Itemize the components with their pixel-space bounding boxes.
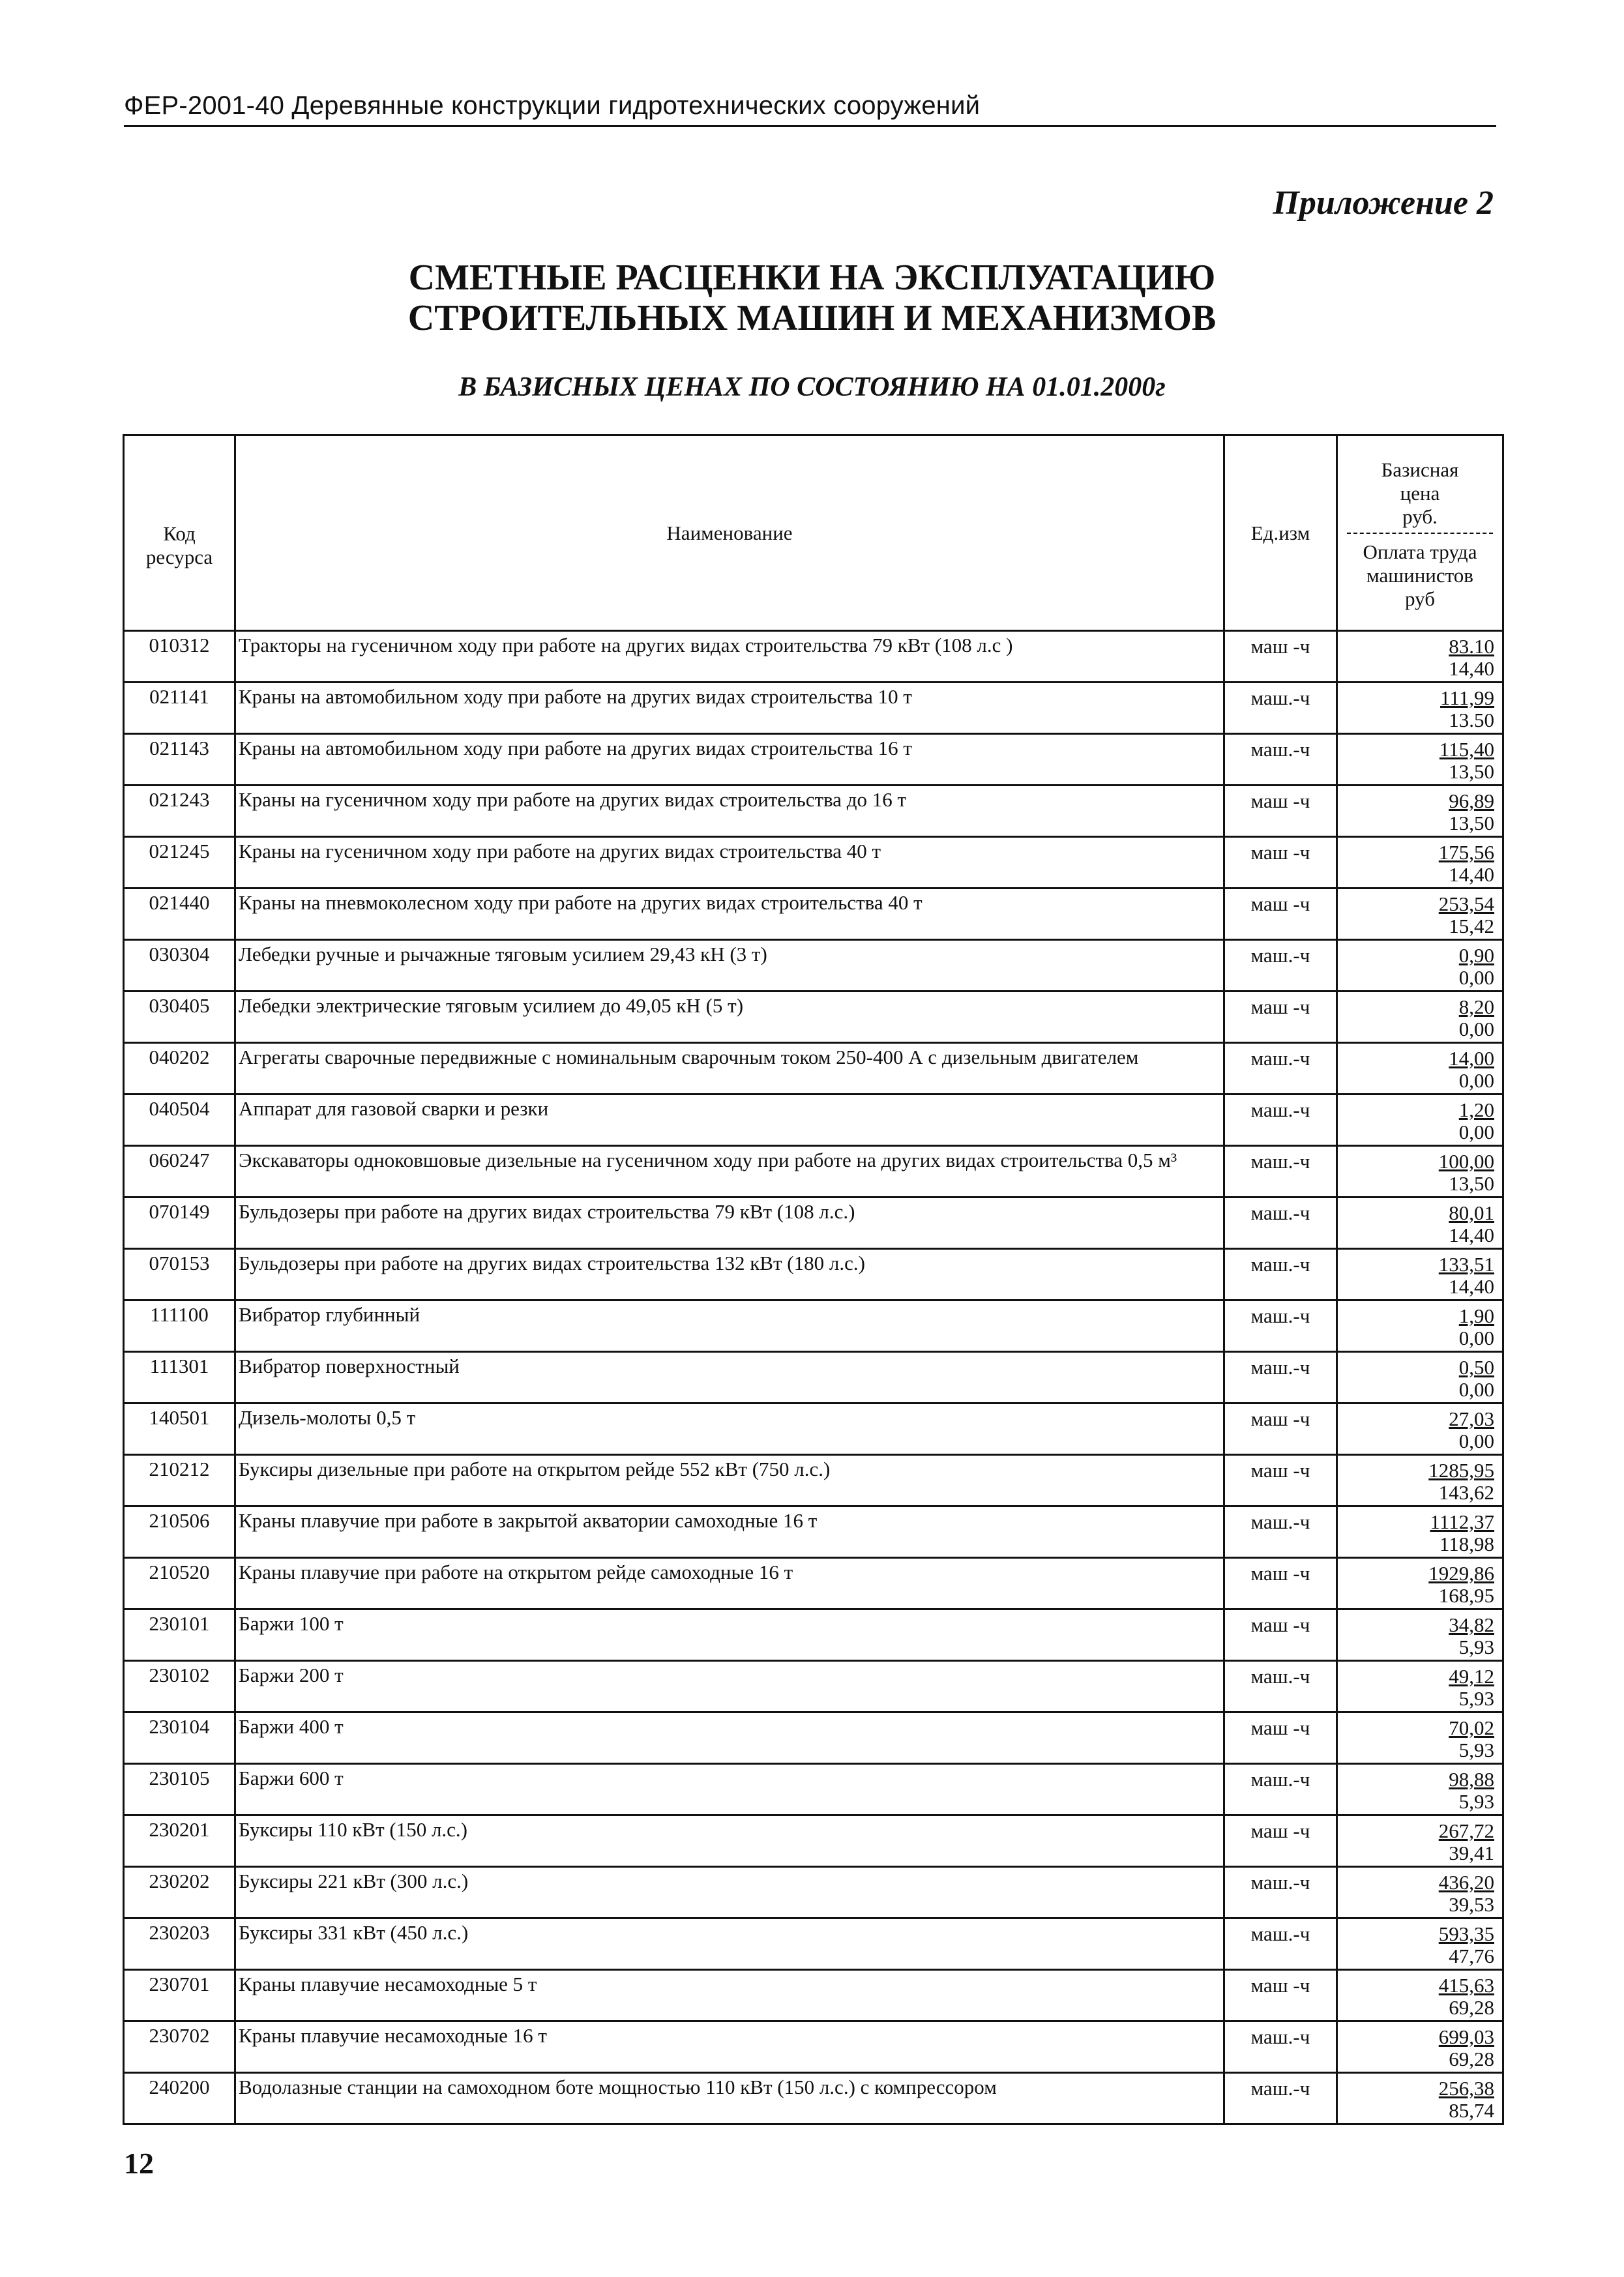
base-price-value: 98,88 xyxy=(1449,1768,1494,1791)
table-row xyxy=(124,1455,1503,1506)
price-cell xyxy=(1337,1403,1503,1455)
resource-code: 230101 xyxy=(124,1609,235,1661)
table-row xyxy=(124,1094,1503,1146)
machine-rates-table xyxy=(123,434,1504,2125)
price-cell xyxy=(1337,1867,1503,1918)
base-price-value: 1285,95 xyxy=(1428,1459,1494,1482)
base-price-value: 267,72 xyxy=(1438,1819,1494,1842)
table-row xyxy=(124,992,1503,1043)
table-row xyxy=(124,1300,1503,1352)
base-price-value: 111,99 xyxy=(1440,686,1494,709)
resource-name: Буксиры дизельные при работе на открытом рейде 552 кВт (750 л.с.) xyxy=(235,1455,1224,1506)
unit-of-measure: маш -ч xyxy=(1224,1815,1337,1867)
resource-name: Тракторы на гусеничном ходу при работе на других видах строительства 79 кВт (108 л.с ) xyxy=(235,631,1224,683)
resource-code: 230202 xyxy=(124,1867,235,1918)
table-row xyxy=(124,940,1503,992)
resource-code: 021141 xyxy=(124,683,235,734)
operator-wage-value: 69,28 xyxy=(1449,1996,1494,2019)
unit-of-measure: маш.-ч xyxy=(1224,683,1337,734)
operator-wage-value: 5,93 xyxy=(1458,1687,1494,1710)
resource-code: 230104 xyxy=(124,1712,235,1764)
base-price-value: 593,35 xyxy=(1438,1922,1494,1945)
unit-of-measure: маш -ч xyxy=(1224,837,1337,889)
resource-name: Лебедки ручные и рычажные тяговым усилием 29,43 кН (3 т) xyxy=(235,940,1224,992)
price-cell xyxy=(1337,1970,1503,2021)
resource-name: Краны на гусеничном ходу при работе на других видах строительства 40 т xyxy=(235,837,1224,889)
resource-name: Краны на автомобильном ходу при работе на других видах строительства 16 т xyxy=(235,734,1224,786)
base-price-value: 175,56 xyxy=(1438,841,1494,864)
base-price-value: 253,54 xyxy=(1438,892,1494,915)
price-cell xyxy=(1337,1506,1503,1558)
operator-wage-value: 168,95 xyxy=(1438,1584,1494,1607)
operator-wage-value: 47,76 xyxy=(1449,1945,1494,1967)
resource-name: Вибратор глубинный xyxy=(235,1300,1224,1352)
unit-of-measure: маш -ч xyxy=(1224,631,1337,683)
unit-of-measure: маш.-ч xyxy=(1224,734,1337,786)
base-price-value: 1,20 xyxy=(1458,1098,1494,1121)
table-row xyxy=(124,1970,1503,2021)
table-row xyxy=(124,734,1503,786)
resource-name: Краны плавучие при работе на открытом рейде самоходные 16 т xyxy=(235,1558,1224,1609)
unit-of-measure: маш.-ч xyxy=(1224,1249,1337,1300)
resource-code: 240200 xyxy=(124,2073,235,2124)
unit-of-measure: маш -ч xyxy=(1224,786,1337,837)
unit-of-measure: маш.-ч xyxy=(1224,940,1337,992)
operator-wage-line-3: руб xyxy=(1405,587,1435,610)
column-header-name: Наименование xyxy=(235,435,1224,631)
resource-code: 140501 xyxy=(124,1403,235,1455)
unit-of-measure: маш -ч xyxy=(1224,889,1337,940)
unit-of-measure: маш.-ч xyxy=(1224,1094,1337,1146)
table-row xyxy=(124,1764,1503,1815)
price-cell xyxy=(1337,1661,1503,1712)
resource-name: Вибратор поверхностный xyxy=(235,1352,1224,1403)
resource-code: 021143 xyxy=(124,734,235,786)
price-cell xyxy=(1337,1043,1503,1094)
unit-of-measure: маш.-ч xyxy=(1224,1764,1337,1815)
table-row xyxy=(124,1867,1503,1918)
unit-of-measure: маш.-ч xyxy=(1224,1918,1337,1970)
resource-code: 040504 xyxy=(124,1094,235,1146)
unit-of-measure: маш -ч xyxy=(1224,1970,1337,2021)
price-cell xyxy=(1337,1352,1503,1403)
price-cell xyxy=(1337,1146,1503,1197)
base-price-value: 415,63 xyxy=(1438,1974,1494,1997)
table-row xyxy=(124,1403,1503,1455)
resource-name: Краны плавучие при работе в закрытой акватории самоходные 16 т xyxy=(235,1506,1224,1558)
appendix-label: Приложение 2 xyxy=(1273,184,1494,222)
unit-of-measure: маш -ч xyxy=(1224,1558,1337,1609)
operator-wage-value: 13,50 xyxy=(1449,1172,1494,1195)
column-header-price xyxy=(1337,435,1503,631)
table-row xyxy=(124,1043,1503,1094)
header-divider xyxy=(124,125,1496,127)
operator-wage-value: 0,00 xyxy=(1458,966,1494,989)
price-cell xyxy=(1337,786,1503,837)
resource-code: 230201 xyxy=(124,1815,235,1867)
price-cell xyxy=(1337,1815,1503,1867)
resource-code: 111100 xyxy=(124,1300,235,1352)
base-price-value: 1929,86 xyxy=(1428,1562,1494,1585)
base-price-value: 699,03 xyxy=(1438,2025,1494,2048)
table-row xyxy=(124,1146,1503,1197)
unit-of-measure: маш.-ч xyxy=(1224,1867,1337,1918)
resource-name: Буксиры 110 кВт (150 л.с.) xyxy=(235,1815,1224,1867)
resource-code: 230701 xyxy=(124,1970,235,2021)
base-price-value: 14,00 xyxy=(1449,1047,1494,1070)
price-cell xyxy=(1337,1197,1503,1249)
operator-wage-value: 0,00 xyxy=(1458,1430,1494,1452)
running-header-title: ФЕР-2001-40 Деревянные конструкции гидротехнических сооружений xyxy=(124,91,981,120)
column-header-unit: Ед.изм xyxy=(1224,435,1337,631)
resource-name: Аппарат для газовой сварки и резки xyxy=(235,1094,1224,1146)
base-price-value: 436,20 xyxy=(1438,1871,1494,1894)
resource-name: Лебедки электрические тяговым усилием до 49,05 кН (5 т) xyxy=(235,992,1224,1043)
resource-name: Краны на пневмоколесном ходу при работе на других видах строительства 40 т xyxy=(235,889,1224,940)
resource-code: 030304 xyxy=(124,940,235,992)
table-row xyxy=(124,683,1503,734)
resource-name: Дизель-молоты 0,5 т xyxy=(235,1403,1224,1455)
resource-code: 070153 xyxy=(124,1249,235,1300)
price-cell xyxy=(1337,889,1503,940)
table-row xyxy=(124,1197,1503,1249)
base-price-value: 80,01 xyxy=(1449,1201,1494,1224)
base-price-line-1: Базисная xyxy=(1381,458,1459,481)
operator-wage-value: 14,40 xyxy=(1449,1224,1494,1246)
unit-of-measure: маш -ч xyxy=(1224,1712,1337,1764)
resource-name: Краны на автомобильном ходу при работе на других видах строительства 10 т xyxy=(235,683,1224,734)
operator-wage-value: 13,50 xyxy=(1449,812,1494,834)
price-cell xyxy=(1337,2073,1503,2124)
table-row xyxy=(124,837,1503,889)
base-price-value: 27,03 xyxy=(1449,1407,1494,1430)
base-price-value: 83.10 xyxy=(1449,635,1494,658)
resource-name: Водолазные станции на самоходном боте мощностью 110 кВт (150 л.с.) с компрессором xyxy=(235,2073,1224,2124)
base-price-value: 49,12 xyxy=(1449,1665,1494,1688)
base-price-value: 1112,37 xyxy=(1430,1510,1494,1533)
resource-code: 230203 xyxy=(124,1918,235,1970)
price-cell xyxy=(1337,1558,1503,1609)
price-cell xyxy=(1337,2021,1503,2073)
resource-name: Буксиры 331 кВт (450 л.с.) xyxy=(235,1918,1224,1970)
column-header-code xyxy=(124,435,235,631)
resource-code: 230702 xyxy=(124,2021,235,2073)
table-row xyxy=(124,631,1503,683)
operator-wage-value: 85,74 xyxy=(1449,2099,1494,2122)
operator-wage-value: 14,40 xyxy=(1449,657,1494,680)
base-price-value: 100,00 xyxy=(1438,1150,1494,1173)
price-cell xyxy=(1337,1249,1503,1300)
resource-code: 010312 xyxy=(124,631,235,683)
resource-name: Краны на гусеничном ходу при работе на других видах строительства до 16 т xyxy=(235,786,1224,837)
resource-code: 210212 xyxy=(124,1455,235,1506)
operator-wage-value: 0,00 xyxy=(1458,1327,1494,1349)
unit-of-measure: маш -ч xyxy=(1224,1609,1337,1661)
table-row xyxy=(124,1918,1503,1970)
price-cell xyxy=(1337,683,1503,734)
resource-name: Буксиры 221 кВт (300 л.с.) xyxy=(235,1867,1224,1918)
price-cell xyxy=(1337,1609,1503,1661)
operator-wage-value: 0,00 xyxy=(1458,1378,1494,1401)
table-header-row xyxy=(124,435,1503,631)
table-row xyxy=(124,1712,1503,1764)
resource-name: Экскаваторы одноковшовые дизельные на гусеничном ходу при работе на других видах строительства 0,5 м³ xyxy=(235,1146,1224,1197)
resource-code: 040202 xyxy=(124,1043,235,1094)
unit-of-measure: маш.-ч xyxy=(1224,2021,1337,2073)
resource-code: 210506 xyxy=(124,1506,235,1558)
base-price-value: 34,82 xyxy=(1449,1613,1494,1636)
base-price-value: 96,89 xyxy=(1449,789,1494,812)
price-cell xyxy=(1337,992,1503,1043)
base-price-value: 133,51 xyxy=(1438,1253,1494,1276)
resource-code: 111301 xyxy=(124,1352,235,1403)
unit-of-measure: маш.-ч xyxy=(1224,1300,1337,1352)
price-cell xyxy=(1337,734,1503,786)
table-row xyxy=(124,889,1503,940)
operator-wage-line-2: машинистов xyxy=(1366,563,1473,587)
unit-of-measure: маш -ч xyxy=(1224,1403,1337,1455)
resource-code: 060247 xyxy=(124,1146,235,1197)
price-cell xyxy=(1337,1300,1503,1352)
table-row xyxy=(124,1815,1503,1867)
resource-code: 021245 xyxy=(124,837,235,889)
operator-wage-value: 5,93 xyxy=(1458,1636,1494,1658)
unit-of-measure: маш -ч xyxy=(1224,992,1337,1043)
base-price-value: 8,20 xyxy=(1458,995,1494,1018)
resource-name: Баржи 200 т xyxy=(235,1661,1224,1712)
unit-of-measure: маш.-ч xyxy=(1224,1661,1337,1712)
operator-wage-value: 118,98 xyxy=(1439,1533,1494,1555)
operator-wage-value: 143,62 xyxy=(1438,1481,1494,1504)
table-row xyxy=(124,1661,1503,1712)
table-row xyxy=(124,1249,1503,1300)
column-header-base-price xyxy=(1347,458,1493,534)
price-cell xyxy=(1337,631,1503,683)
page-number: 12 xyxy=(124,2147,154,2180)
resource-code: 230102 xyxy=(124,1661,235,1712)
resource-code: 210520 xyxy=(124,1558,235,1609)
unit-of-measure: маш.-ч xyxy=(1224,1506,1337,1558)
document-title xyxy=(0,257,1624,338)
price-cell xyxy=(1337,1764,1503,1815)
table-row xyxy=(124,786,1503,837)
table-row xyxy=(124,2073,1503,2124)
table-row xyxy=(124,2021,1503,2073)
base-price-line-3: руб. xyxy=(1402,505,1438,528)
base-price-value: 0,50 xyxy=(1458,1356,1494,1379)
document-subtitle: В БАЗИСНЫХ ЦЕНАХ ПО СОСТОЯНИЮ НА 01.01.2000г xyxy=(458,372,1166,402)
base-price-value: 70,02 xyxy=(1449,1716,1494,1739)
resource-name: Баржи 400 т xyxy=(235,1712,1224,1764)
price-cell xyxy=(1337,1455,1503,1506)
operator-wage-value: 39,53 xyxy=(1449,1893,1494,1916)
operator-wage-value: 39,41 xyxy=(1449,1842,1494,1864)
resource-code: 030405 xyxy=(124,992,235,1043)
resource-code: 070149 xyxy=(124,1197,235,1249)
operator-wage-value: 14,40 xyxy=(1449,863,1494,886)
table-row xyxy=(124,1609,1503,1661)
unit-of-measure: маш -ч xyxy=(1224,1455,1337,1506)
operator-wage-value: 69,28 xyxy=(1449,2048,1494,2070)
operator-wage-value: 0,00 xyxy=(1458,1069,1494,1092)
resource-code: 021440 xyxy=(124,889,235,940)
table-body xyxy=(124,631,1503,2124)
operator-wage-value: 5,93 xyxy=(1458,1739,1494,1761)
base-price-line-2: цена xyxy=(1400,481,1440,505)
operator-wage-value: 5,93 xyxy=(1458,1790,1494,1813)
unit-of-measure: маш.-ч xyxy=(1224,2073,1337,2124)
operator-wage-value: 15,42 xyxy=(1449,915,1494,937)
base-price-value: 115,40 xyxy=(1439,738,1494,761)
price-cell xyxy=(1337,1094,1503,1146)
resource-name: Бульдозеры при работе на других видах строительства 79 кВт (108 л.с.) xyxy=(235,1197,1224,1249)
unit-of-measure: маш.-ч xyxy=(1224,1352,1337,1403)
resource-name: Краны плавучие несамоходные 5 т xyxy=(235,1970,1224,2021)
price-cell xyxy=(1337,1712,1503,1764)
resource-code: 230105 xyxy=(124,1764,235,1815)
table-row xyxy=(124,1558,1503,1609)
operator-wage-value: 13.50 xyxy=(1449,709,1494,731)
resource-name: Баржи 600 т xyxy=(235,1764,1224,1815)
table-row xyxy=(124,1352,1503,1403)
resource-name: Баржи 100 т xyxy=(235,1609,1224,1661)
table-row xyxy=(124,1506,1503,1558)
operator-wage-line-1: Оплата труда xyxy=(1363,540,1477,563)
unit-of-measure: маш.-ч xyxy=(1224,1197,1337,1249)
resource-name: Бульдозеры при работе на других видах строительства 132 кВт (180 л.с.) xyxy=(235,1249,1224,1300)
unit-of-measure: маш.-ч xyxy=(1224,1146,1337,1197)
operator-wage-value: 0,00 xyxy=(1458,1121,1494,1143)
operator-wage-value: 14,40 xyxy=(1449,1275,1494,1298)
column-header-code-line-1: Код xyxy=(163,522,196,545)
operator-wage-value: 13,50 xyxy=(1449,760,1494,783)
resource-name: Агрегаты сварочные передвижные с номинальным сварочным током 250-400 А с дизельным двигателем xyxy=(235,1043,1224,1094)
column-header-code-line-2: ресурса xyxy=(145,546,213,568)
unit-of-measure: маш.-ч xyxy=(1224,1043,1337,1094)
price-cell xyxy=(1337,1918,1503,1970)
document-title-line-2: СТРОИТЕЛЬНЫХ МАШИН И МЕХАНИЗМОВ xyxy=(407,298,1217,338)
price-cell xyxy=(1337,837,1503,889)
price-cell xyxy=(1337,940,1503,992)
resource-name: Краны плавучие несамоходные 16 т xyxy=(235,2021,1224,2073)
resource-code: 021243 xyxy=(124,786,235,837)
base-price-value: 256,38 xyxy=(1438,2077,1494,2100)
base-price-value: 1,90 xyxy=(1458,1304,1494,1327)
base-price-value: 0,90 xyxy=(1458,944,1494,967)
operator-wage-value: 0,00 xyxy=(1458,1018,1494,1040)
document-title-line-1: СМЕТНЫЕ РАСЦЕНКИ НА ЭКСПЛУАТАЦИЮ xyxy=(408,257,1216,298)
column-header-operator-wage xyxy=(1342,540,1498,611)
